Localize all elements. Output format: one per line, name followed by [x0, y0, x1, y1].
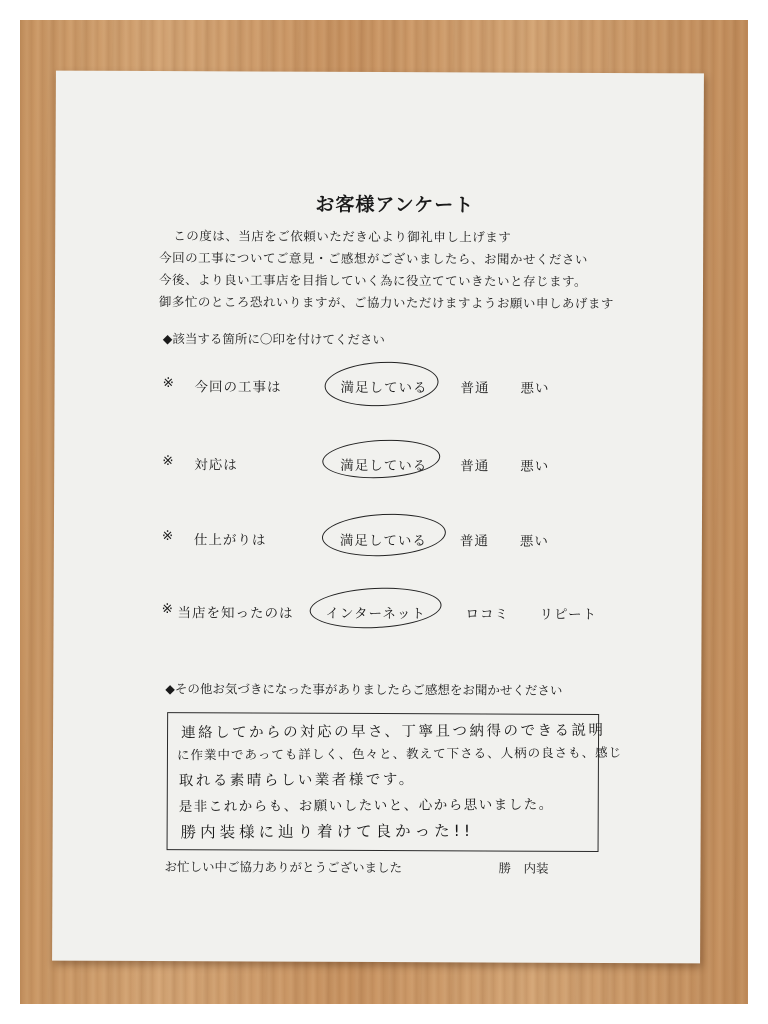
- intro-line-2: 今回の工事についてご意見・ご感想がございましたら、お聞かせください: [159, 250, 588, 267]
- question-label: 対応は: [194, 457, 238, 474]
- option-normal[interactable]: 普通: [460, 380, 490, 397]
- question-mark: ※: [162, 453, 175, 470]
- option-satisfied[interactable]: 満足している: [340, 457, 428, 475]
- option-bad[interactable]: 悪い: [520, 380, 550, 397]
- photo-background: [20, 20, 748, 1004]
- intro-line-3: 今後、より良い工事店を目指していく為に役立てていきたいと存じます。: [159, 272, 588, 289]
- option-normal[interactable]: 普通: [460, 458, 490, 475]
- question-mark: ※: [162, 375, 175, 392]
- option-internet[interactable]: インターネット: [325, 605, 426, 623]
- option-satisfied[interactable]: 満足している: [340, 379, 428, 397]
- intro-line-1: この度は、当店をご依頼いただき心より御礼申し上げます: [173, 228, 512, 245]
- option-word-of-mouth[interactable]: ロコミ: [465, 606, 510, 623]
- question-label: 今回の工事は: [194, 379, 282, 396]
- thanks-text: お忙しい中ご協力ありがとうございました: [164, 859, 403, 876]
- instruction-text: ◆該当する箇所に〇印を付けてください: [162, 331, 385, 348]
- option-satisfied[interactable]: 満足している: [339, 532, 427, 550]
- option-repeat[interactable]: リピート: [539, 606, 598, 623]
- comment-prompt: ◆その他お気づきになった事がありましたらご感想をお聞かせください: [165, 681, 563, 698]
- question-mark: ※: [161, 528, 175, 545]
- option-bad[interactable]: 悪い: [520, 458, 550, 475]
- comment-line-4: 是非これからも、お願いしたいと、心から思いました。: [178, 796, 554, 816]
- show-through-text: [406, 86, 411, 96]
- comment-line-5: 勝内装様に辿り着けて良かった!!: [180, 821, 475, 842]
- intro-line-4: 御多忙のところ恐れいりますが、ご協力いただけますようお願い申しあげます: [158, 294, 614, 312]
- comment-line-3: 取れる素晴らしい業者様です。: [178, 771, 416, 790]
- question-label: 仕上がりは: [193, 532, 267, 549]
- survey-sheet: [52, 71, 704, 964]
- comment-line-2: に作業中であっても詳しく、色々と、教えて下さる、人柄の良さも、感じ: [176, 744, 623, 763]
- question-mark: ※: [161, 601, 174, 618]
- comment-line-1: 連絡してからの対応の早さ、丁寧且つ納得のできる説明: [181, 722, 606, 742]
- option-bad[interactable]: 悪い: [519, 533, 549, 550]
- option-normal[interactable]: 普通: [459, 533, 489, 550]
- company-name: 勝 内装: [498, 860, 549, 876]
- survey-title: お客様アンケート: [315, 193, 475, 217]
- question-label: 当店を知ったのは: [177, 605, 294, 622]
